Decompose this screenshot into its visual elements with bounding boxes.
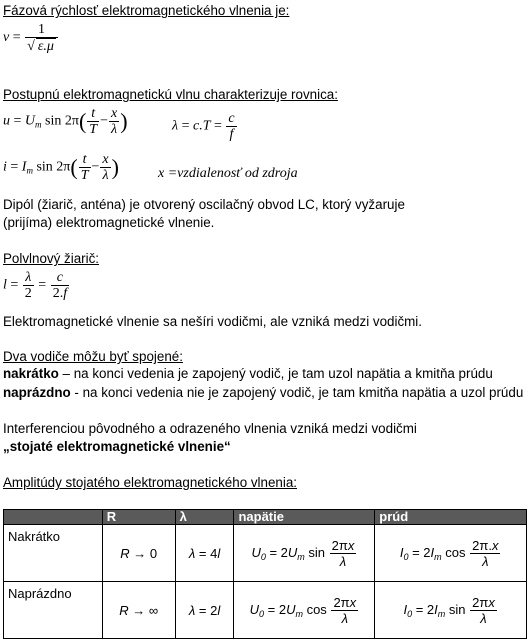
row-label-open: Naprázdno — [4, 582, 103, 639]
table-row — [4, 582, 527, 639]
amplitudes-table — [3, 509, 527, 639]
dipole-text-line2: (prijíma) elektromagnetické vlnenie. — [3, 215, 215, 230]
open-circuit-line — [3, 385, 523, 401]
dipole-text-line1: Dipól (žiarič, anténa) je otvorený oscilačný obvod LC, ktorý vyžaruje — [3, 197, 405, 212]
voltage-wave-formula: $u = U_m$ sin 2π( $\frac{t}{T}$ − $\frac{x}{\lambda}$ ) — [3, 106, 128, 137]
open-voltage: $U_0 = 2U_m$ cos $\frac{2\pi x}{\lambda}$ — [234, 582, 375, 639]
header-empty — [4, 510, 103, 525]
phase-velocity-heading: Fázová rýchlosť elektromagnetického vlnenia je: — [3, 3, 290, 18]
header-voltage: napätie — [234, 510, 375, 525]
open-lambda: λ = 2l — [175, 582, 234, 639]
conductors-heading: Dva vodiče môžu byť spojené: — [3, 349, 183, 364]
half-wave-formula: l = $\frac{\lambda}{2}$ = $\frac{c}{2.f}$ — [3, 270, 68, 301]
short-circuit-term: nakrátko — [3, 366, 59, 381]
short-circuit-line — [3, 366, 493, 382]
x-description: x =vzdialenosť od zdroja — [158, 166, 298, 181]
open-current: $I_0 = 2I_m$ sin $\frac{2\pi x}{\lambda}$ — [375, 582, 527, 639]
amplitudes-heading: Amplitúdy stojatého elektromagnetického vlnenia: — [3, 475, 298, 490]
wave-between-conductors-text: Elektromagnetické vlnenie sa nešíri vodičmi, ale vzniká medzi vodičmi. — [3, 314, 423, 329]
current-wave-formula: $i = I_m$ sin 2π( $\frac{t}{T}$ − $\frac{x}{\lambda}$ ) — [3, 152, 119, 183]
open-r: R → ∞ — [102, 582, 175, 639]
open-circuit-text: - na konci vedenia nie je zapojený vodič, je tam kmitňa napätia a uzol prúdu — [70, 385, 524, 400]
short-lambda: λ = 4l — [175, 525, 234, 582]
short-voltage: $U_0 = 2U_m$ sin $\frac{2\pi x}{\lambda}$ — [234, 525, 375, 582]
table-header-row — [4, 510, 527, 525]
row-label-short: Nakrátko — [4, 525, 103, 582]
interference-text: Interferenciou pôvodného a odrazeného vlnenia vzniká medzi vodičmi — [3, 421, 417, 436]
header-r: R — [102, 510, 175, 525]
wavelength-formula: λ = c.T = $\frac{c}{f}$ — [172, 111, 235, 142]
short-r: R → 0 — [102, 525, 175, 582]
standing-wave-text: „stojaté elektromagnetické vlnenie“ — [3, 439, 231, 454]
half-wave-heading: Polvlnový žiarič: — [3, 251, 99, 266]
open-circuit-term: naprázdno — [3, 385, 71, 400]
short-circuit-text: – na konci vedenia je zapojený vodič, je tam uzol napätia a kmitňa prúdu — [58, 366, 493, 381]
header-current: prúd — [375, 510, 527, 525]
table-row — [4, 525, 527, 582]
short-current: $I_0 = 2I_m$ cos $\frac{2\pi.x}{\lambda}$ — [375, 525, 527, 582]
phase-velocity-formula: v = $\frac{1}{√ \varepsilon.\mu}$ — [3, 22, 59, 54]
progressive-wave-heading: Postupnú elektromagnetickú vlnu charakterizuje rovnica: — [3, 87, 338, 102]
header-lambda: λ — [175, 510, 234, 525]
